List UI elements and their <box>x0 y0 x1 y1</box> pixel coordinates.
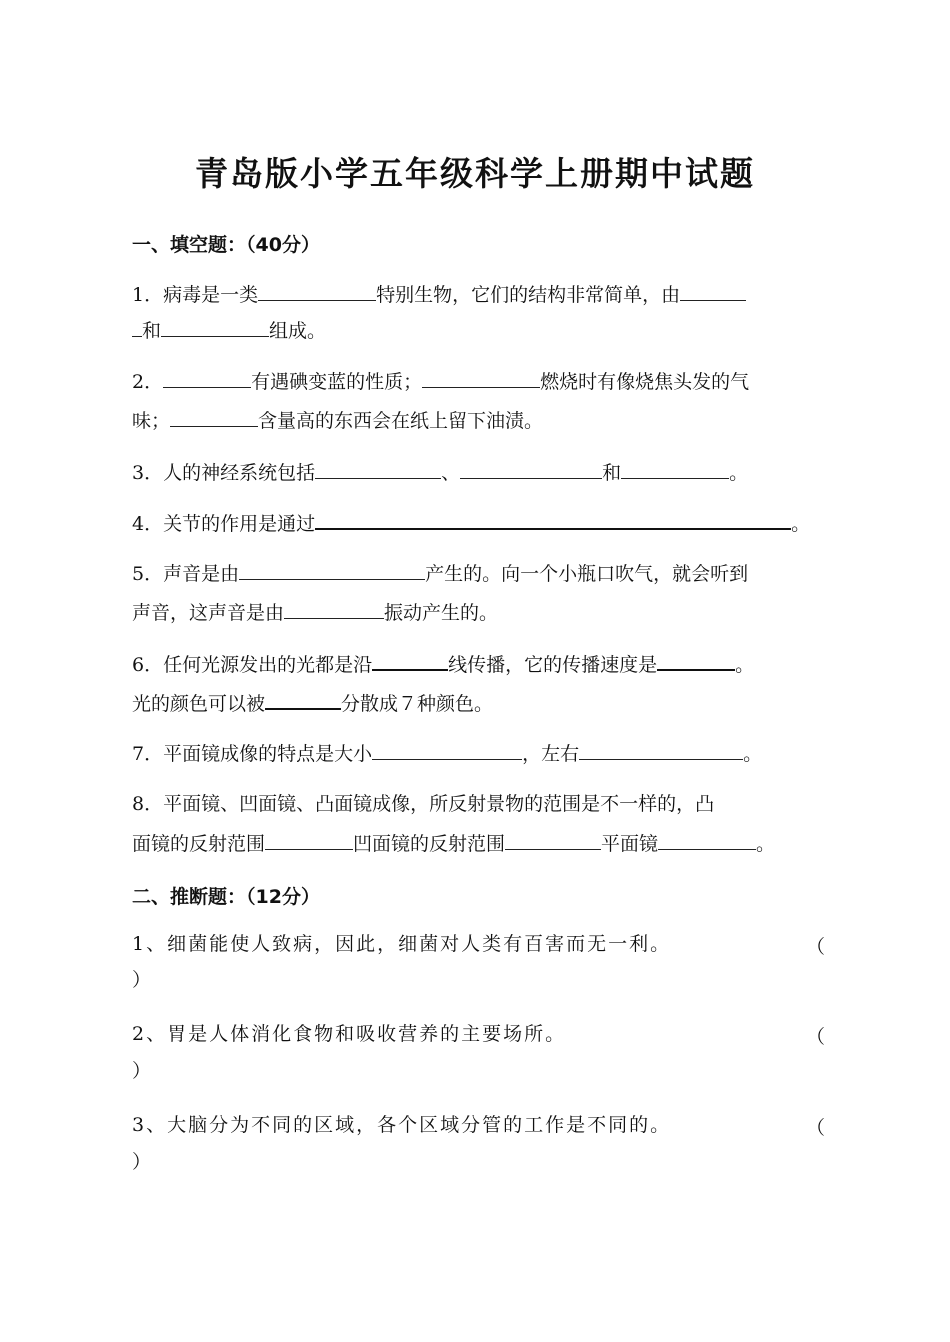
blank <box>621 460 729 479</box>
page-title: 青岛版小学五年级科学上册期中试题 <box>195 154 755 193</box>
q8-text-a: 8．平面镜、凹面镜、凸面镜成像，所反射景物的范围是不一样的，凸 <box>132 793 715 815</box>
blank <box>163 369 251 388</box>
blank <box>170 408 258 427</box>
q1-text-d: 组成。 <box>269 320 327 342</box>
question-4 <box>132 510 810 536</box>
question-6-line-2 <box>132 690 493 716</box>
q7-text-a: 7．平面镜成像的特点是大小 <box>132 743 373 765</box>
q6-text-b: 线传播，它的传播速度是 <box>448 654 658 676</box>
q5-text-d: 振动产生的。 <box>384 602 499 624</box>
blank <box>579 741 743 760</box>
blank <box>372 741 522 760</box>
q8-text-c: 凹面镜的反射范围 <box>353 833 506 855</box>
question-2-line-1 <box>132 369 749 394</box>
q6-text-e: 分散成７种颜色。 <box>341 693 494 715</box>
question-5-line-1 <box>132 561 748 586</box>
q8-text-e: 。 <box>756 833 776 855</box>
answer-paren-open: （ <box>806 936 826 958</box>
blank <box>239 561 425 580</box>
q7-text-b: ，左右 <box>522 743 580 765</box>
question-7 <box>132 741 762 766</box>
q6-text-c: 。 <box>735 654 755 676</box>
blank <box>265 831 353 850</box>
q1-text-b: 特别生物，它们的结构非常简单，由 <box>376 284 681 306</box>
question-1-line-2 <box>132 318 326 343</box>
q6-text-a: 6．任何光源发出的光都是沿 <box>132 654 373 676</box>
question-2-line-2 <box>132 408 543 433</box>
q2-text-e: 含量高的东西会在纸上留下油渍。 <box>258 410 544 432</box>
q2-text-a: 2． <box>132 371 164 393</box>
q8-text-d: 平面镜 <box>601 833 659 855</box>
blank <box>680 282 746 301</box>
q4-text-b: 。 <box>791 513 811 535</box>
blank <box>658 831 756 850</box>
blank <box>132 318 142 337</box>
answer-paren-close: ） <box>132 1060 152 1082</box>
blank <box>161 318 269 337</box>
q5-text-b: 产生的。向一个小瓶口吹气，就会听到 <box>425 563 749 585</box>
blank <box>372 651 448 671</box>
q3-text-d: 。 <box>729 462 749 484</box>
answer-paren-open: （ <box>806 1117 826 1139</box>
answer-paren-open: （ <box>806 1026 826 1048</box>
q8-text-b: 面镜的反射范围 <box>132 833 266 855</box>
q2-text-c: 燃烧时有像烧焦头发的气 <box>540 371 750 393</box>
section-fill-heading: 一、填空题：（40分） <box>132 234 320 256</box>
q6-text-d: 光的颜色可以被 <box>132 693 266 715</box>
question-8-line-1 <box>132 792 714 816</box>
answer-paren-close: ） <box>132 1151 152 1173</box>
question-1-line-1 <box>132 282 746 307</box>
blank <box>657 651 735 671</box>
q1-text-c: 和 <box>142 320 162 342</box>
q2-text-d: 味； <box>132 410 171 432</box>
section-judge-heading: 二、推断题：（12分） <box>132 886 320 908</box>
question-5-line-2 <box>132 600 498 625</box>
question-8-line-2 <box>132 831 775 856</box>
judge-question-1: 1、细菌能使人致病，因此，细菌对人类有百害而无一利。 <box>132 933 672 955</box>
question-6-line-1 <box>132 651 754 677</box>
question-3 <box>132 460 748 485</box>
blank <box>284 600 384 619</box>
q1-text-a: 1．病毒是一类 <box>132 284 259 306</box>
q7-text-c: 。 <box>743 743 763 765</box>
q5-text-c: 声音，这声音是由 <box>132 602 285 624</box>
blank <box>422 369 540 388</box>
blank <box>315 460 441 479</box>
judge-question-3: 3、大脑分为不同的区域，各个区域分管的工作是不同的。 <box>132 1114 672 1136</box>
answer-paren-close: ） <box>132 969 152 991</box>
blank <box>265 690 341 710</box>
blank <box>315 510 791 530</box>
blank <box>505 831 601 850</box>
q4-text-a: 4．关节的作用是通过 <box>132 513 316 535</box>
q2-text-b: 有遇碘变蓝的性质； <box>251 371 423 393</box>
judge-question-2: 2、胃是人体消化食物和吸收营养的主要场所。 <box>132 1023 567 1045</box>
q3-text-b: 、 <box>441 462 461 484</box>
q3-text-a: 3．人的神经系统包括 <box>132 462 316 484</box>
q5-text-a: 5．声音是由 <box>132 563 240 585</box>
q3-text-c: 和 <box>602 462 622 484</box>
blank <box>258 282 376 301</box>
blank <box>460 460 602 479</box>
